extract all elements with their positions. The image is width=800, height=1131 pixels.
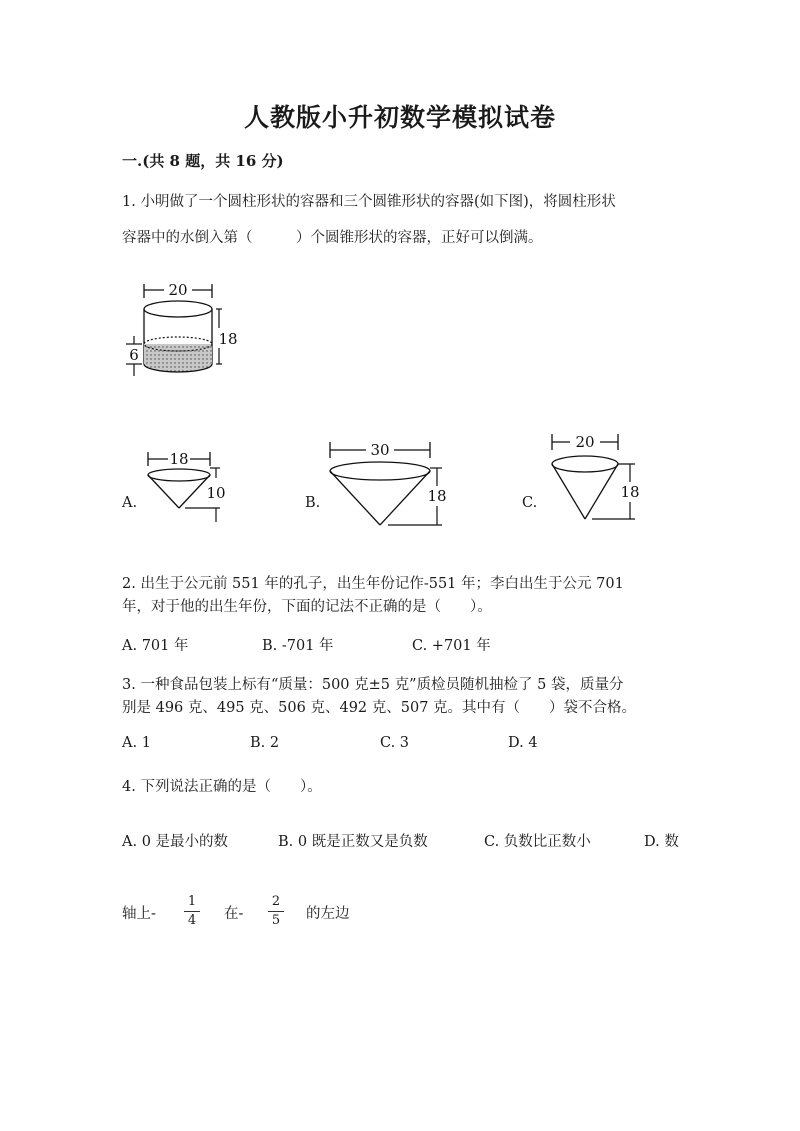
- cylinder-height-label: 18: [218, 330, 238, 348]
- cone-b-height-label: 18: [427, 487, 447, 505]
- q3-option-a[interactable]: A. 1: [122, 735, 151, 751]
- q3-option-b[interactable]: B. 2: [250, 735, 280, 751]
- fraction-two-fifths: [268, 894, 284, 929]
- q4-cont-part2: 在-: [224, 906, 244, 922]
- q2-line1: 2. 出生于公元前 551 年的孔子，出生年份记作-551 年；李白出生于公元 701: [122, 576, 624, 592]
- q2-option-c[interactable]: C. +701 年: [412, 638, 491, 654]
- q1-option-a-label[interactable]: A.: [122, 495, 138, 511]
- q4-cont-part1: 轴上-: [122, 906, 156, 922]
- q1-option-b-label[interactable]: B.: [305, 495, 321, 511]
- cone-a-figure: [140, 446, 240, 528]
- q1-option-c-label[interactable]: C.: [522, 495, 538, 511]
- q2-option-a[interactable]: A. 701 年: [122, 638, 189, 654]
- q4-option-a[interactable]: A. 0 是最小的数: [122, 834, 229, 850]
- page-title: 人教版小升初数学模拟试卷: [243, 103, 556, 132]
- fraction-denominator: 4: [187, 913, 197, 928]
- fraction-numerator: 2: [271, 894, 281, 909]
- cylinder-water-label: 6: [129, 346, 139, 364]
- section-heading: 一.(共 8 题，共 16 分): [122, 152, 284, 170]
- cylinder-width-label: 20: [168, 281, 188, 299]
- q4-option-b[interactable]: B. 0 既是正数又是负数: [278, 834, 428, 850]
- q1-line2: 容器中的水倒入第（ ）个圆锥形状的容器，正好可以倒满。: [122, 230, 543, 246]
- cone-c-width-label: 20: [575, 433, 595, 451]
- q2-option-b[interactable]: B. -701 年: [262, 638, 334, 654]
- q1-line1: 1. 小明做了一个圆柱形状的容器和三个圆锥形状的容器(如下图)，将圆柱形状: [122, 194, 616, 210]
- fraction-one-quarter: [184, 894, 200, 929]
- q3-line2: 别是 496 克、495 克、506 克、492 克、507 克。其中有（ ）袋不合格。: [122, 700, 637, 716]
- q4-option-c[interactable]: C. 负数比正数小: [484, 834, 591, 850]
- fraction-numerator: 1: [187, 894, 197, 909]
- cone-a-height-label: 10: [206, 484, 226, 502]
- q3-line1: 3. 一种食品包装上标有“质量：500 克±5 克”质检员随机抽检了 5 袋，质量分: [122, 677, 624, 693]
- q3-option-c[interactable]: C. 3: [380, 735, 410, 751]
- cone-a-width-label: 18: [169, 450, 189, 468]
- cone-b-figure: [318, 438, 458, 533]
- fraction-denominator: 5: [271, 913, 281, 928]
- q3-option-d[interactable]: D. 4: [508, 735, 538, 751]
- cylinder-figure: [122, 278, 247, 383]
- cone-b-width-label: 30: [370, 441, 390, 459]
- cone-c-height-label: 18: [620, 483, 640, 501]
- q2-line2: 年，对于他的出生年份，下面的记法不正确的是（ ）。: [122, 599, 492, 615]
- q4-option-d[interactable]: D. 数: [644, 834, 679, 850]
- q4-cont-part3: 的左边: [306, 906, 350, 922]
- q4-line1: 4. 下列说法正确的是（ ）。: [122, 779, 322, 795]
- cone-c-figure: [540, 432, 650, 524]
